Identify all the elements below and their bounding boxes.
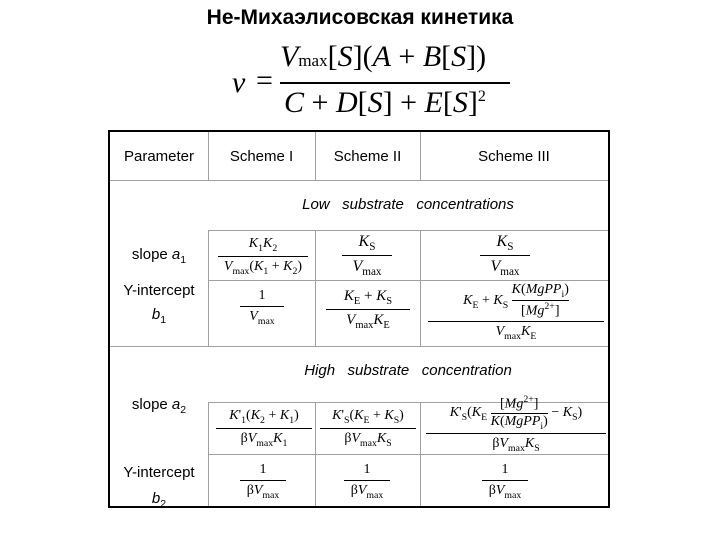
formula-low-slope-scheme2: $K_S$ $V_{max}$ bbox=[342, 233, 392, 278]
divider bbox=[208, 230, 608, 231]
divider bbox=[110, 346, 608, 347]
row-label-yintercept-2: Y-intercept bbox=[123, 464, 195, 481]
rate-equation bbox=[222, 38, 522, 128]
section-high-substrate: High substrate concentration bbox=[304, 362, 512, 379]
equals-sign: = bbox=[256, 64, 273, 97]
section-low-substrate: Low substrate concentrations bbox=[302, 196, 514, 213]
header-parameter: Parameter bbox=[123, 148, 195, 165]
formula-high-slope-scheme1: $K'_1(K_2 + K_1)$ $\beta V_{max}K_1$ bbox=[216, 408, 312, 449]
row-label-slope-a1: slope $a_1$ bbox=[131, 246, 187, 266]
header-scheme-1: Scheme I bbox=[229, 148, 294, 165]
divider bbox=[420, 402, 421, 506]
rate-symbol: v bbox=[232, 66, 246, 99]
formula-low-slope-scheme1: $K_1K_2$ $V_{max}(K_1 + K_2)$ bbox=[218, 236, 308, 277]
formula-low-yint-scheme3: $K_E + K_S$ K(MgPP$_i$) $[Mg^{2+}]$ $V_{max}K_E$ bbox=[428, 282, 604, 342]
page-title: Не-Михаэлисовская кинетика bbox=[206, 6, 514, 29]
formula-high-yint-scheme3: 1 $\beta V_{max}$ bbox=[482, 462, 528, 501]
row-label-b1: $b_1$ bbox=[151, 306, 167, 326]
formula-low-yint-scheme2: $K_E + K_S$ $V_{max}K_E$ bbox=[326, 288, 410, 331]
formula-high-slope-scheme2: $K'_S(K_E + K_S)$ $\beta V_{max}K_S$ bbox=[320, 408, 416, 449]
parameter-table bbox=[108, 130, 610, 508]
divider bbox=[208, 280, 608, 281]
divider bbox=[208, 402, 209, 506]
formula-high-slope-scheme3: $K'_S(K_E$ $[Mg^{2+}]$ K(MgPP$_i$) − $K_S$) $\beta V_{max}K_S$ bbox=[426, 394, 606, 454]
divider bbox=[315, 402, 316, 506]
formula-low-slope-scheme3: $K_S$ $V_{max}$ bbox=[480, 233, 530, 278]
divider bbox=[420, 230, 421, 346]
formula-high-yint-scheme1: 1 $\beta V_{max}$ bbox=[240, 462, 286, 501]
row-label-b2: $b_2$ bbox=[151, 490, 167, 510]
equation-numerator: Vmax[S](A + B[S]) bbox=[280, 40, 487, 73]
row-label-slope-a2: slope $a_2$ bbox=[131, 396, 187, 416]
header-scheme-2: Scheme II bbox=[333, 148, 402, 165]
divider bbox=[315, 230, 316, 346]
fraction-bar bbox=[280, 82, 510, 84]
divider bbox=[208, 230, 209, 346]
formula-high-yint-scheme2: 1 $\beta V_{max}$ bbox=[344, 462, 390, 501]
divider bbox=[110, 180, 608, 181]
equation-denominator: $C + D[S] + E[S]^2$ bbox=[284, 86, 486, 119]
header-scheme-3: Scheme III bbox=[478, 148, 550, 165]
formula-low-yint-scheme1: 1 $V_{max}$ bbox=[240, 288, 284, 327]
row-label-yintercept-1: Y-intercept bbox=[123, 282, 195, 299]
